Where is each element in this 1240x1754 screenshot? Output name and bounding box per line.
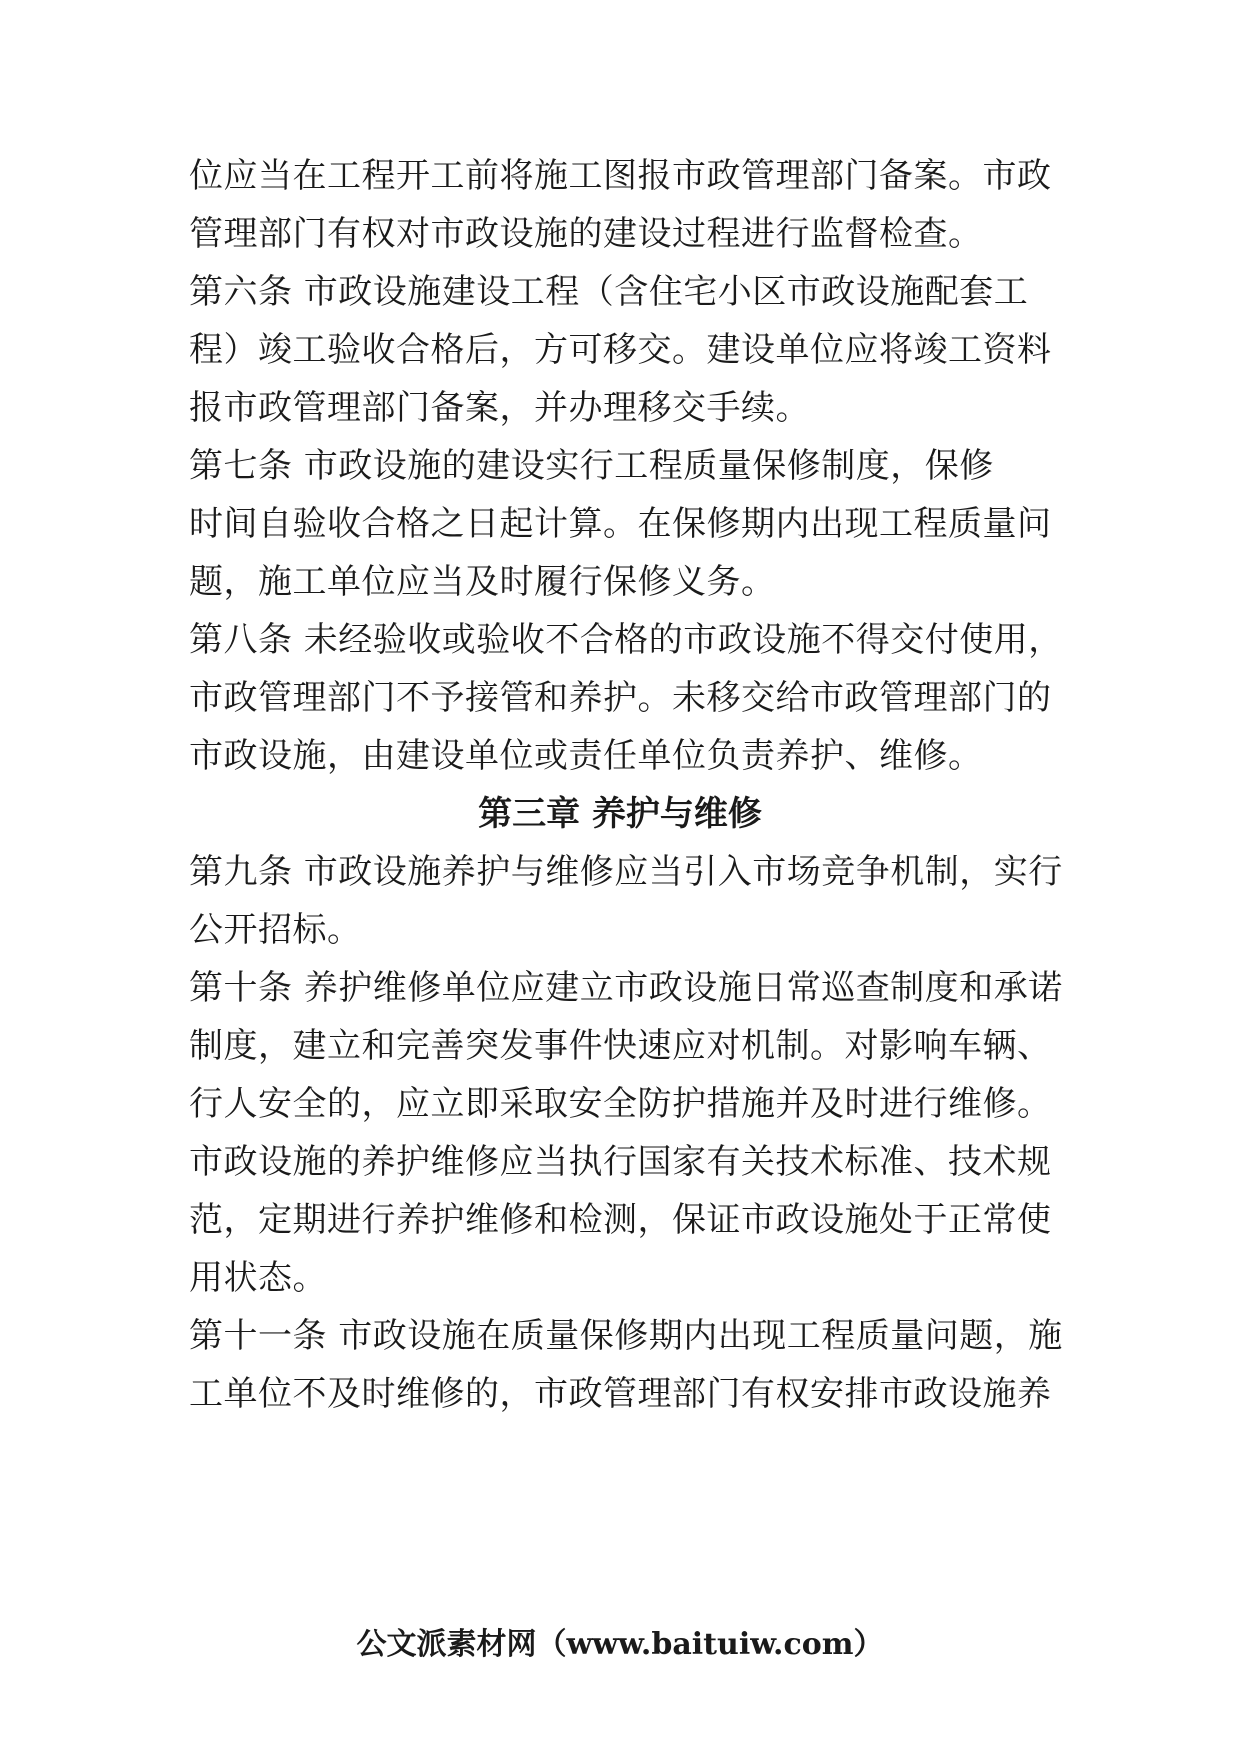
paragraph-line: 市政设施的养护维修应当执行国家有关技术标准、技术规 bbox=[189, 1142, 1052, 1182]
article-10-line: 第十条 养护维修单位应建立市政设施日常巡查制度和承诺 bbox=[189, 968, 1063, 1008]
footer-source-text: 公文派素材网（www.baituiw.com） bbox=[356, 1627, 884, 1662]
paragraph-line: 报市政管理部门备案，并办理移交手续。 bbox=[189, 388, 810, 428]
paragraph-line: 题，施工单位应当及时履行保修义务。 bbox=[189, 562, 776, 602]
paragraph-line: 公开招标。 bbox=[189, 910, 362, 950]
paragraph-line: 制度，建立和完善突发事件快速应对机制。对影响车辆、 bbox=[189, 1026, 1052, 1066]
article-7-line: 第七条 市政设施的建设实行工程质量保修制度，保修 bbox=[189, 446, 994, 486]
article-9-line: 第九条 市政设施养护与维修应当引入市场竞争机制，实行 bbox=[189, 852, 1063, 892]
article-8-line: 第八条 未经验收或验收不合格的市政设施不得交付使用， bbox=[189, 620, 1063, 660]
article-11-line: 第十一条 市政设施在质量保修期内出现工程质量问题，施 bbox=[189, 1316, 1063, 1356]
paragraph-line: 行人安全的，应立即采取安全防护措施并及时进行维修。 bbox=[189, 1084, 1052, 1124]
paragraph-line: 程）竣工验收合格后，方可移交。建设单位应将竣工资料 bbox=[189, 330, 1052, 370]
paragraph-line: 市政管理部门不予接管和养护。未移交给市政管理部门的 bbox=[189, 678, 1052, 718]
paragraph-line: 工单位不及时维修的，市政管理部门有权安排市政设施养 bbox=[189, 1374, 1052, 1414]
paragraph-line: 市政设施，由建设单位或责任单位负责养护、维修。 bbox=[189, 736, 983, 776]
chapter-heading: 第三章 养护与维修 bbox=[478, 794, 762, 834]
paragraph-line: 管理部门有权对市政设施的建设过程进行监督检查。 bbox=[189, 214, 983, 254]
paragraph-line: 用状态。 bbox=[189, 1258, 327, 1298]
paragraph-line: 位应当在工程开工前将施工图报市政管理部门备案。市政 bbox=[189, 156, 1052, 196]
article-6-line: 第六条 市政设施建设工程（含住宅小区市政设施配套工 bbox=[189, 272, 1029, 312]
paragraph-line: 时间自验收合格之日起计算。在保修期内出现工程质量问 bbox=[189, 504, 1052, 544]
paragraph-line: 范，定期进行养护维修和检测，保证市政设施处于正常使 bbox=[189, 1200, 1052, 1240]
